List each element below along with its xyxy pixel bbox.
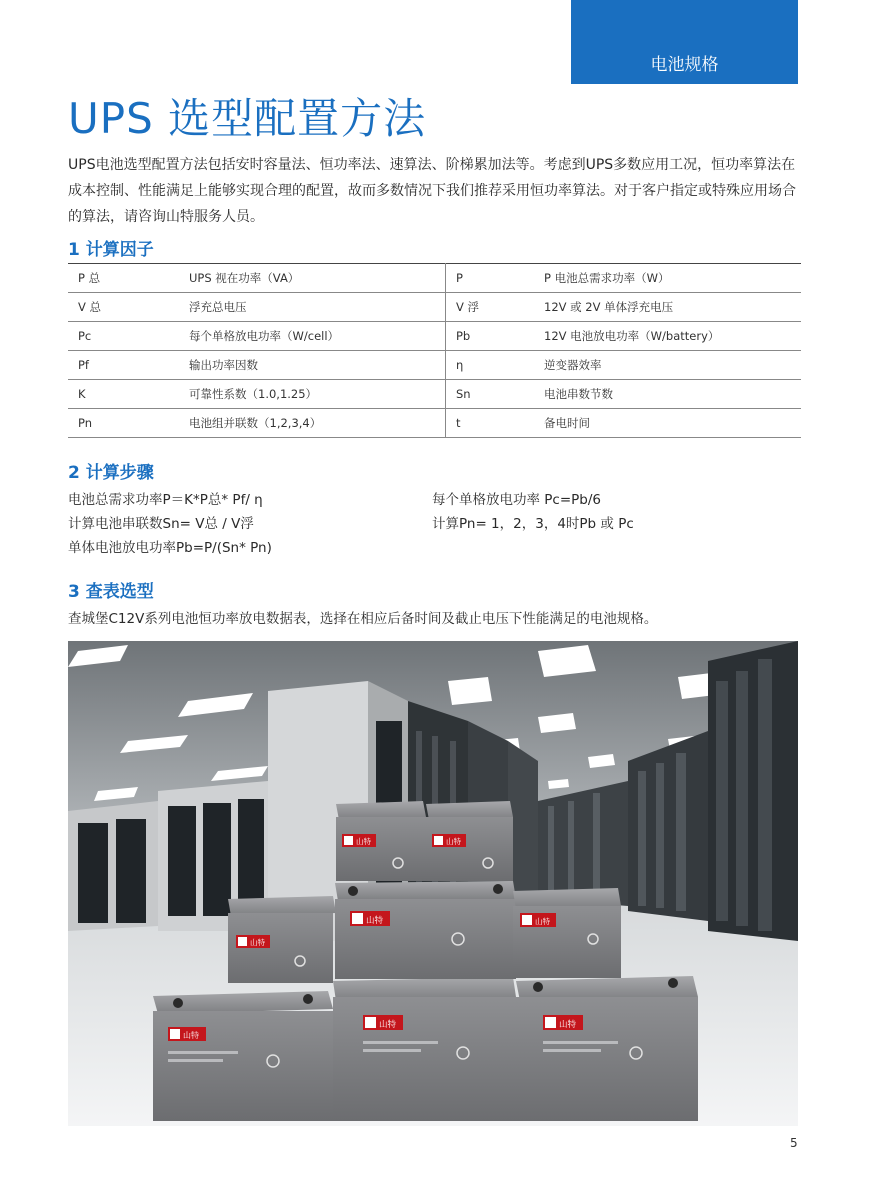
factor-table bbox=[68, 263, 801, 438]
symbol-cell: Pn bbox=[68, 409, 179, 438]
battery-unit bbox=[335, 881, 516, 979]
symbol-cell: V 总 bbox=[68, 293, 179, 322]
intro-paragraph: UPS电池选型配置方法包括安时容量法、恒功率法、速算法、阶梯累加法等。考虑到UPS多数应用工况，恒功率算法在成本控制、性能满足上能够实现合理的配置，故而多数情况下我们推荐采用恒功率算法。对于客户指定或特殊应用场合的算法，请咨询山特服务人员。 bbox=[68, 157, 796, 225]
table-row bbox=[68, 322, 801, 351]
page-number: 5 bbox=[790, 1136, 798, 1150]
section-3-text: 查城堡C12V系列电池恒功率放电数据表，选择在相应后备时间及截止电压下性能满足的电池规格。 bbox=[68, 611, 658, 627]
battery-unit bbox=[228, 896, 336, 983]
description-cell: 电池串数节数 bbox=[534, 380, 801, 409]
description-cell: 输出功率因数 bbox=[179, 351, 446, 380]
symbol-cell: K bbox=[68, 380, 179, 409]
symbol-cell: t bbox=[446, 409, 535, 438]
table-row bbox=[68, 293, 801, 322]
datacenter-battery-photo bbox=[68, 641, 798, 1126]
section-tab bbox=[571, 0, 798, 84]
table-row bbox=[68, 380, 801, 409]
brand-label: 山特 bbox=[379, 1020, 397, 1030]
table-row bbox=[68, 409, 801, 438]
brand-label: 山特 bbox=[366, 916, 384, 926]
battery-unit bbox=[513, 888, 621, 978]
brand-label: 山特 bbox=[250, 938, 265, 947]
formula-parallel-count: 计算Pn= 1，2，3，4时Pb 或 Pc bbox=[432, 516, 634, 532]
description-cell: 每个单格放电功率（W/cell） bbox=[179, 322, 446, 351]
battery-unit bbox=[426, 801, 513, 881]
description-cell: 12V 或 2V 单体浮充电压 bbox=[534, 293, 801, 322]
page-title: UPS 选型配置方法 bbox=[68, 94, 427, 143]
battery-unit bbox=[336, 801, 426, 881]
brand-label: 山特 bbox=[559, 1020, 577, 1030]
symbol-cell: Pb bbox=[446, 322, 535, 351]
symbol-cell: Sn bbox=[446, 380, 535, 409]
section-2-heading: 2 计算步骤 bbox=[68, 463, 154, 483]
section-tab-label: 电池规格 bbox=[650, 55, 719, 75]
formula-battery-power: 单体电池放电功率Pb=P/(Sn* Pn) bbox=[68, 540, 272, 556]
description-cell: 逆变器效率 bbox=[534, 351, 801, 380]
description-cell: UPS 视在功率（VA） bbox=[179, 264, 446, 293]
brand-label: 山特 bbox=[356, 837, 371, 846]
formula-cell-power: 每个单格放电功率 Pc=Pb/6 bbox=[432, 492, 602, 508]
brand-label: 山特 bbox=[535, 917, 550, 926]
brand-label: 山特 bbox=[183, 1031, 199, 1040]
section-1-heading: 1 计算因子 bbox=[68, 240, 154, 260]
battery-unit bbox=[516, 976, 698, 1121]
brand-label: 山特 bbox=[446, 837, 461, 846]
description-cell: P 电池总需求功率（W） bbox=[534, 264, 801, 293]
description-cell: 备电时间 bbox=[534, 409, 801, 438]
symbol-cell: η bbox=[446, 351, 535, 380]
symbol-cell: P 总 bbox=[68, 264, 179, 293]
description-cell: 电池组并联数（1,2,3,4） bbox=[179, 409, 446, 438]
formula-series-count: 计算电池串联数Sn= V总 / V浮 bbox=[68, 516, 254, 532]
description-cell: 可靠性系数（1.0,1.25） bbox=[179, 380, 446, 409]
description-cell: 12V 电池放电功率（W/battery） bbox=[534, 322, 801, 351]
formula-total-power: 电池总需求功率P＝K*P总* Pf/ η bbox=[68, 492, 263, 508]
symbol-cell: Pc bbox=[68, 322, 179, 351]
symbol-cell: P bbox=[446, 264, 535, 293]
battery-unit bbox=[333, 977, 516, 1121]
symbol-cell: V 浮 bbox=[446, 293, 535, 322]
table-row bbox=[68, 351, 801, 380]
symbol-cell: Pf bbox=[68, 351, 179, 380]
section-3-heading: 3 查表选型 bbox=[68, 582, 154, 602]
table-row bbox=[68, 264, 801, 293]
description-cell: 浮充总电压 bbox=[179, 293, 446, 322]
